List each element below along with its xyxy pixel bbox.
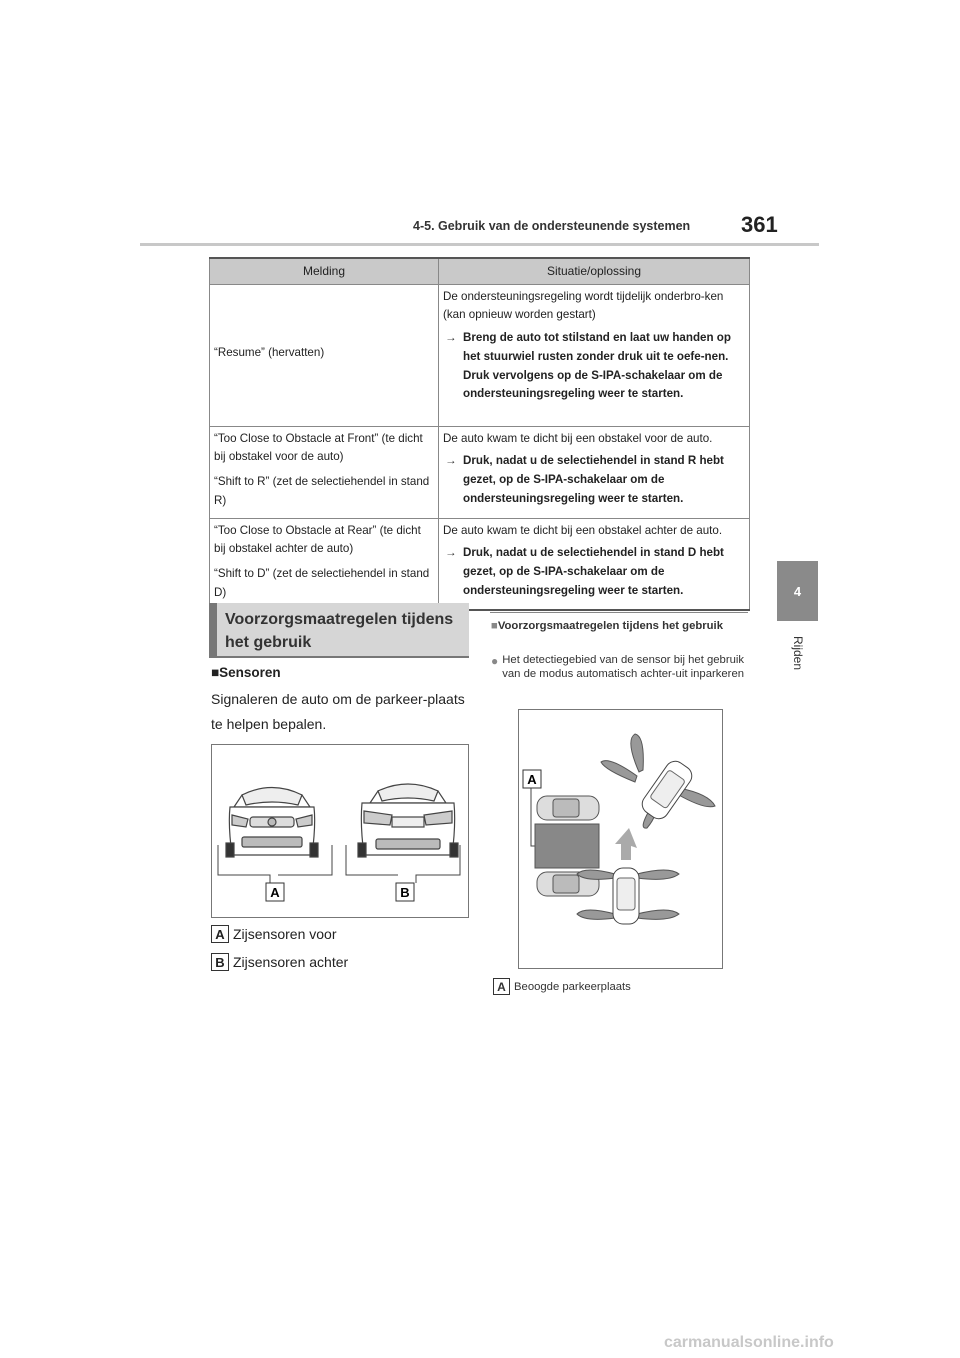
right-divider <box>490 612 748 613</box>
table-cell-message <box>210 426 439 518</box>
table-header-melding: Melding <box>210 258 439 284</box>
right-subheading-text: Voorzorgsmaatregelen tijdens het gebruik <box>497 620 723 632</box>
legend-text: Beoogde parkeerplaats <box>514 980 631 993</box>
legend-key-a: A <box>211 925 229 943</box>
table-cell-situation <box>439 426 750 518</box>
message-text: “Shift to R” (zet de selectiehendel in stand R) <box>214 475 430 507</box>
car-front-rear-icon <box>212 745 468 917</box>
parking-legend <box>493 978 631 995</box>
table-row <box>210 426 750 518</box>
header-divider <box>140 243 819 246</box>
bullet-dot-icon: ● <box>491 654 499 668</box>
label-b: B <box>400 885 410 900</box>
legend-text: Zijsensoren voor <box>233 926 337 942</box>
legend-key-b: B <box>211 953 229 971</box>
solution-text: Druk, nadat u de selectiehendel in stand D hebt gezet, op de S-IPA-schakelaar om de ondersteuningsregeling weer te starten. <box>463 546 724 597</box>
right-bullet-text: Het detectiegebied van de sensor bij het gebruik van de modus automatisch achter-uit inparkeren <box>502 654 745 680</box>
message-text: “Too Close to Obstacle at Front” (te dicht bij obstakel voor de auto) <box>214 431 423 464</box>
square-bullet-icon: ■ <box>211 665 220 680</box>
solution-line <box>443 452 745 508</box>
table-cell-message <box>210 518 439 610</box>
situation-text: De auto kwam te dicht bij een obstakel voor de auto. <box>443 431 713 445</box>
situation-text: De auto kwam te dicht bij een obstakel achter de auto. <box>443 523 723 537</box>
message-text: “Shift to D” (zet de selectiehendel in stand D) <box>214 567 430 599</box>
right-bullet-item <box>491 654 751 681</box>
subheading-sensoren <box>211 665 281 680</box>
sensor-car-illustration <box>211 744 469 918</box>
solution-text: Breng de auto tot stilstand en laat uw handen op het stuurwiel rusten zonder druk uit te oefe-nen. Druk vervolgens op de S-IPA-schakelaar om de ondersteuningsregeling weer te starten. <box>463 331 731 401</box>
parking-diagram-icon <box>519 710 722 968</box>
legend-item-b <box>211 953 348 971</box>
legend-item-a <box>211 925 337 943</box>
sensoren-body-text: Signaleren de auto om de parkeer-plaats te helpen bepalen. <box>211 691 465 732</box>
subheading-text: Sensoren <box>219 665 281 680</box>
table-row <box>210 518 750 610</box>
chapter-label <box>780 628 816 678</box>
parking-illustration <box>518 709 723 969</box>
arrow-icon: → <box>445 454 457 468</box>
label-a: A <box>270 885 280 900</box>
table-cell-message <box>210 284 439 426</box>
page-number: 361 <box>741 212 778 237</box>
square-bullet-icon: ■ <box>491 620 498 632</box>
message-text: “Resume” (hervatten) <box>214 346 325 360</box>
arrow-icon: → <box>445 546 457 560</box>
solution-text: Druk, nadat u de selectiehendel in stand R hebt gezet, op de S-IPA-schakelaar om de ondersteuningsregeling weer te starten. <box>463 454 724 505</box>
section-title: Voorzorgsmaatregelen tijdens het gebruik <box>209 603 469 658</box>
arrow-icon: → <box>445 331 457 345</box>
table-cell-situation <box>439 284 750 426</box>
message-table <box>209 257 750 611</box>
message-text: “Too Close to Obstacle at Rear” (te dicht bij obstakel achter de auto) <box>214 523 421 556</box>
solution-line <box>443 329 745 404</box>
chapter-tab: 4 <box>777 561 818 621</box>
watermark: carmanualsonline.info <box>664 1334 834 1351</box>
table-header-situatie: Situatie/oplossing <box>439 258 750 284</box>
chapter-label-text: Rijden <box>791 635 805 671</box>
table-row <box>210 284 750 426</box>
table-cell-situation <box>439 518 750 610</box>
situation-text: De ondersteuningsregeling wordt tijdelijk onderbro-ken (kan opnieuw worden gestart) <box>443 289 724 322</box>
solution-line <box>443 544 745 600</box>
legend-key-a: A <box>493 978 510 995</box>
running-header-section: 4-5. Gebruik van de ondersteunende systemen <box>413 219 691 233</box>
figure-label-a: A <box>527 772 537 787</box>
right-subheading <box>491 619 749 633</box>
legend-text: Zijsensoren achter <box>233 954 349 970</box>
